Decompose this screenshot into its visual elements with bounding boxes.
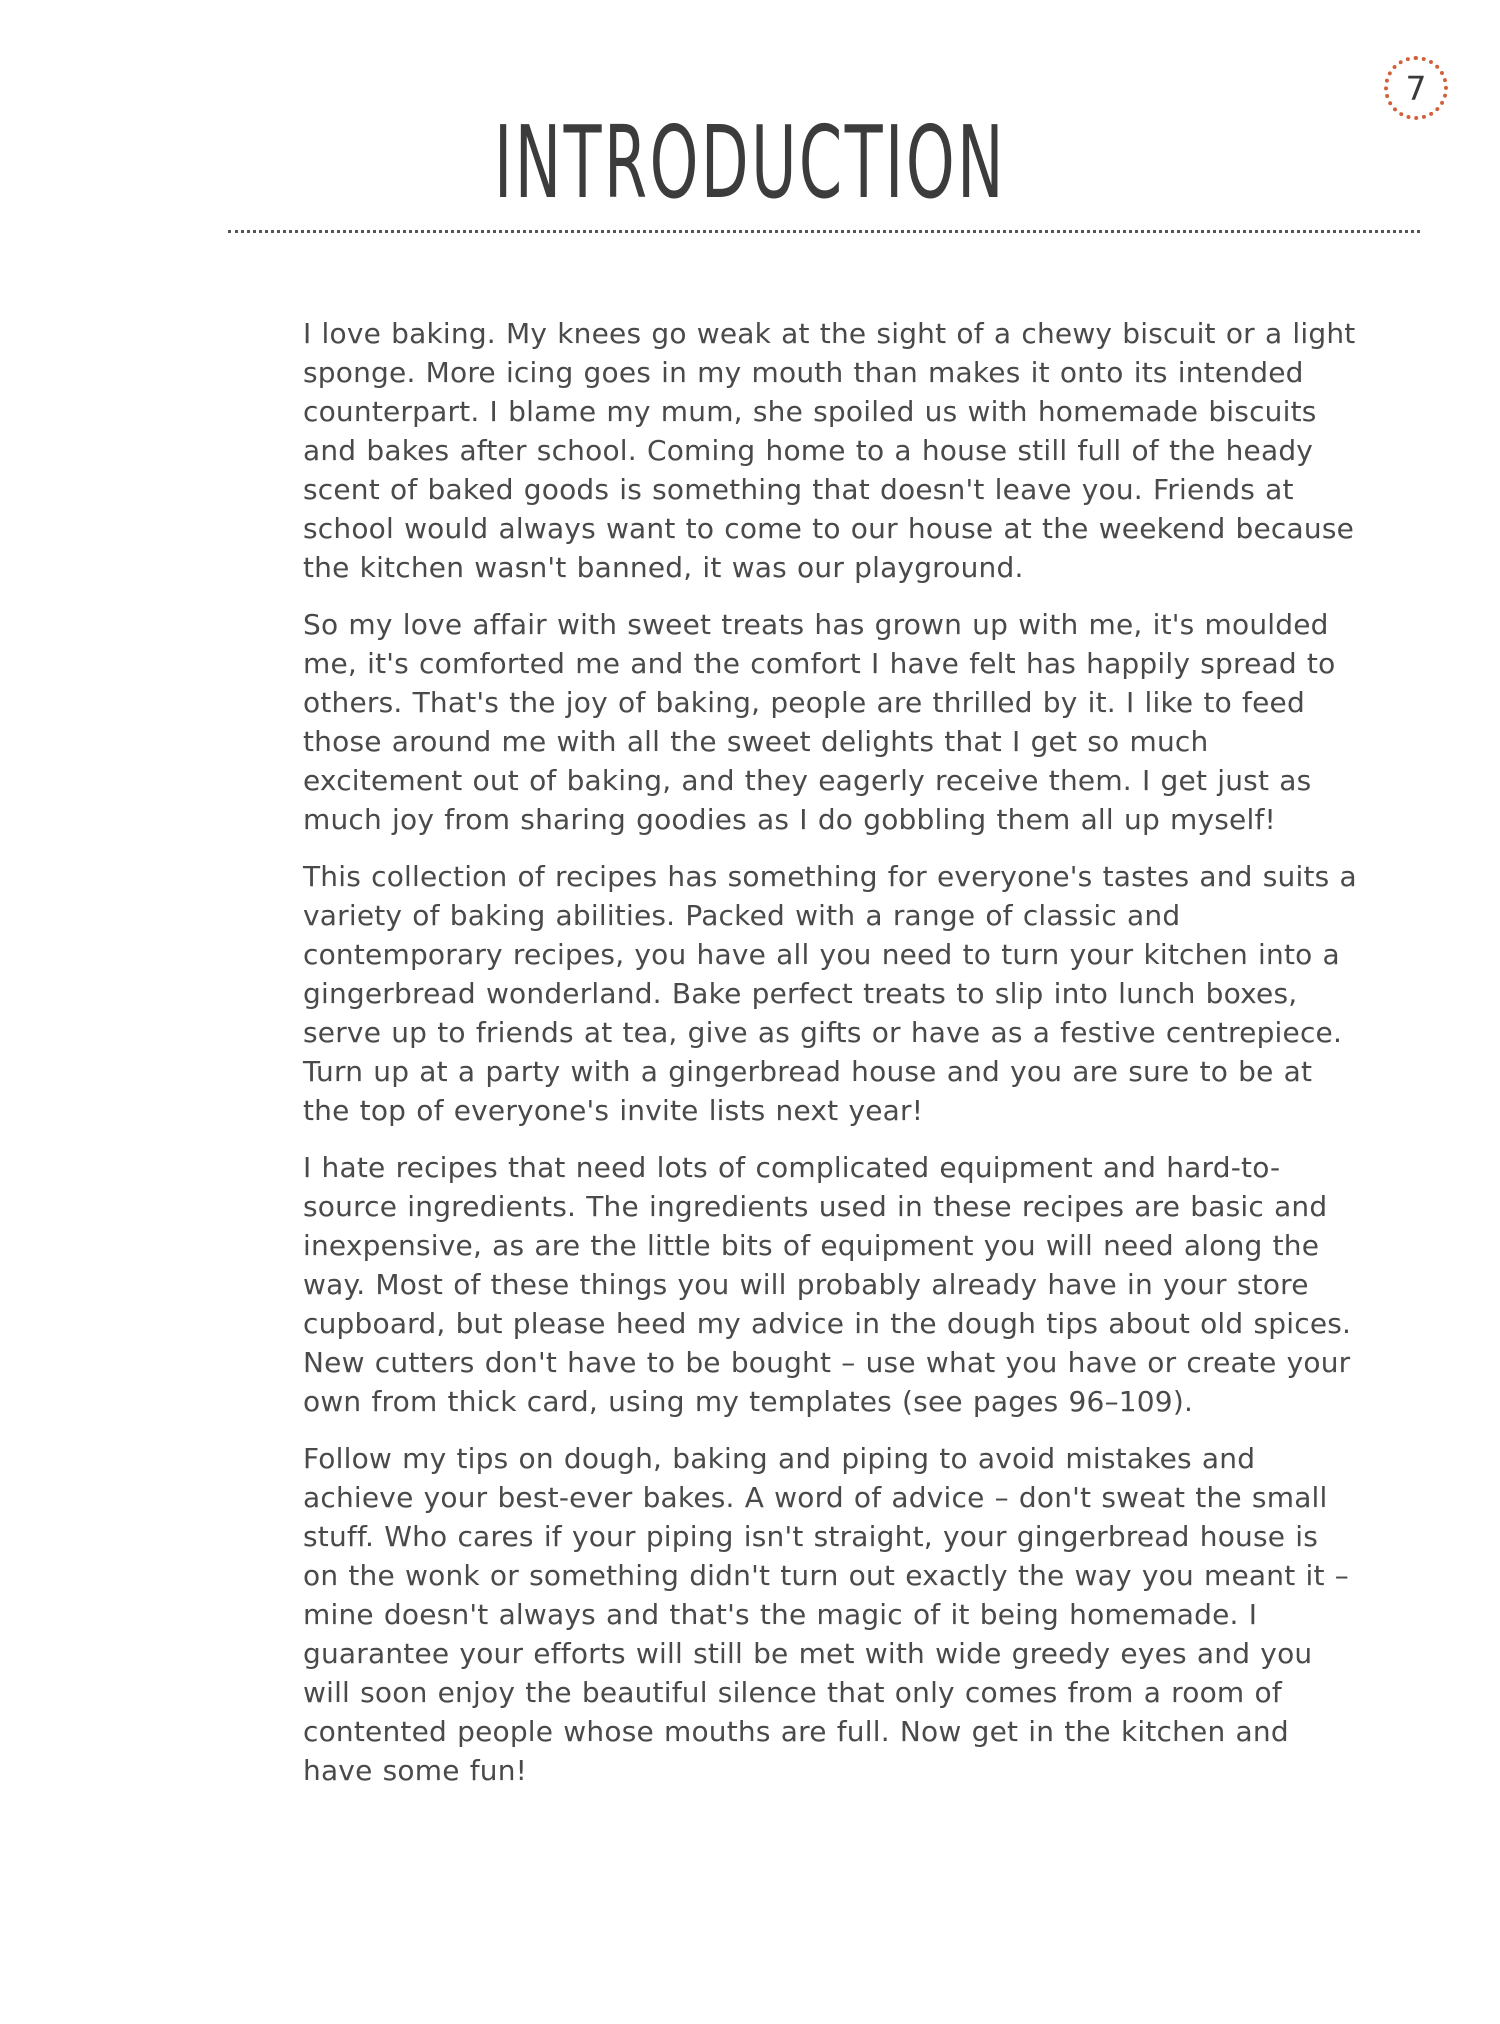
page-number-badge <box>1384 56 1448 120</box>
paragraph-1: I love baking. My knees go weak at the sight of a chewy biscuit or a light sponge. More icing goes in my mouth than makes it onto its intended counterpart. I blame my mum, she spoiled us with homemade biscuits and bakes after school. Coming home to a house still full of the heady scent of baked goods is something that doesn't leave you. Friends at school would always want to come to our house at the weekend because the kitchen wasn't banned, it was our playground. <box>303 317 1356 584</box>
page-title: INTRODUCTION <box>494 104 1006 221</box>
paragraph-4: I hate recipes that need lots of complicated equipment and hard-to-source ingredients. The ingredients used in these recipes are basic and inexpensive, as are the little bits of equipment you will need along the way. Most of these things you will probably already have in your store cupboard, but please heed my advice in the dough tips about old spices. New cutters don't have to be bought – use what you have or create your own from thick card, using my templates (see pages 96–109). <box>303 1151 1352 1418</box>
dotted-divider <box>228 230 1420 233</box>
page-number: 7 <box>1405 68 1427 108</box>
introduction-body <box>303 314 1363 1808</box>
paragraph-5: Follow my tips on dough, baking and piping to avoid mistakes and achieve your best-ever bakes. A word of advice – don't sweat the small stuff. Who cares if your piping isn't straight, your gingerbread house is on the wonk or something didn't turn out exactly the way you meant it – mine doesn't always and that's the magic of it being homemade. I guarantee your efforts will still be met with wide greedy eyes and you will soon enjoy the beautiful silence that only comes from a room of contented people whose mouths are full. Now get in the kitchen and have some fun! <box>303 1442 1349 1787</box>
paragraph-2: So my love affair with sweet treats has grown up with me, it's moulded me, it's comforted me and the comfort I have felt has happily spread to others. That's the joy of baking, people are thrilled by it. I like to feed those around me with all the sweet delights that I get so much excitement out of baking, and they eagerly receive them. I get just as much joy from sharing goodies as I do gobbling them all up myself! <box>303 608 1336 836</box>
paragraph-3: This collection of recipes has something for everyone's tastes and suits a variety of baking abilities. Packed with a range of classic and contemporary recipes, you have all you need to turn your kitchen into a gingerbread wonderland. Bake perfect treats to slip into lunch boxes, serve up to friends at tea, give as gifts or have as a festive centrepiece. Turn up at a party with a gingerbread house and you are sure to be at the top of everyone's invite lists next year! <box>303 860 1357 1127</box>
